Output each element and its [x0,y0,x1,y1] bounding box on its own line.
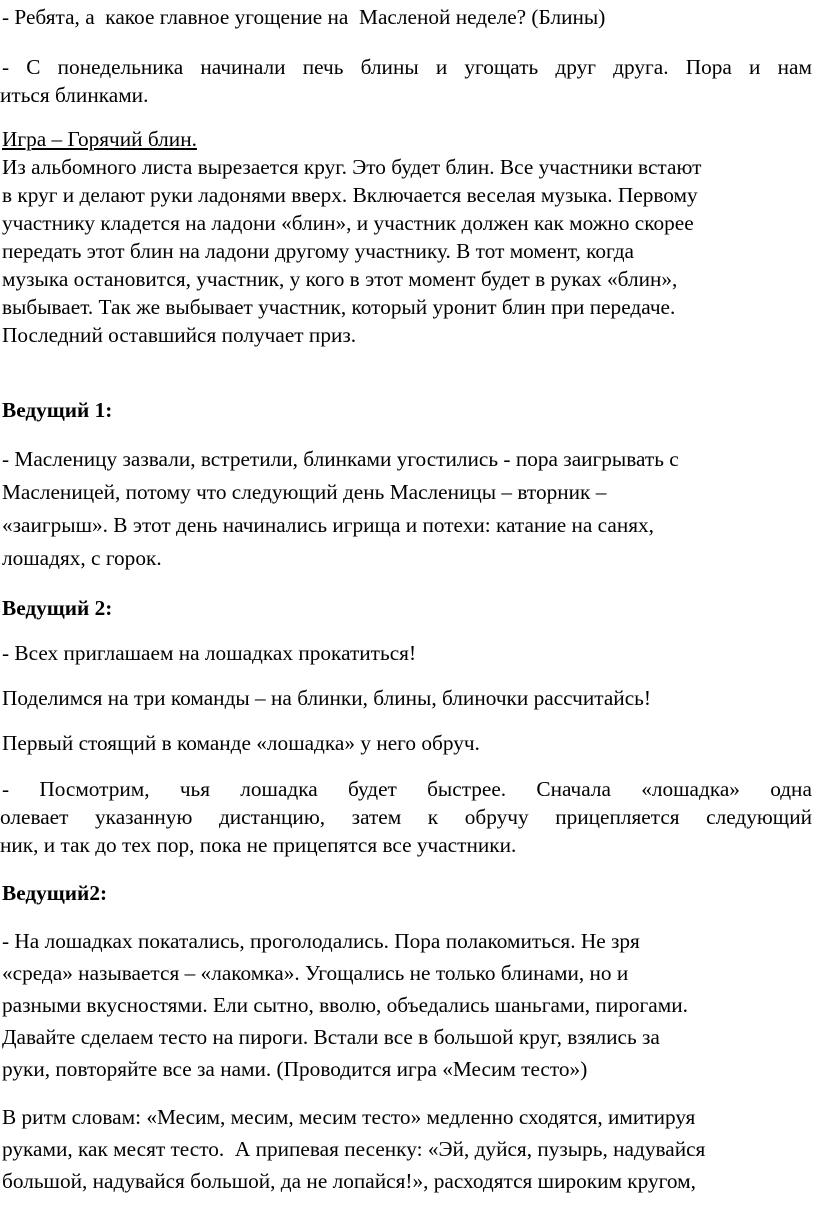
word: дистанцию, [218,805,326,829]
game-line-7: Последний оставшийся получает приз. [2,323,357,347]
final-line-1: В ритм словам: «Месим, месим, месим тесто» медленно сходятся, имитируя [2,1105,696,1129]
answer-line-2: иться блинками. [0,83,149,107]
host2-line-3: Первый стоящий в команде «лошадка» у него обруч. [2,731,480,755]
host3-line-4: Давайте сделаем тесто на пироги. Встали все в большой круг, взялись за [2,1025,660,1049]
game-title: Игра – Горячий блин. [2,127,197,151]
final-line-3: большой, надувайся большой, да не лопайся!», расходятся широким кругом, [2,1169,696,1193]
word: затем [351,805,402,829]
host2-race-line-3: ник, и так до тех пор, пока не прицепятся все участники. [0,833,517,857]
word: одна [770,777,812,801]
host1-line-3: «заигрыш». В этот день начинались игрища и потехи: катание на санях, [2,513,654,537]
word: понедельника [57,55,184,79]
host2-race-line-2 [0,802,812,832]
word: олевает [0,805,69,829]
word: следующий [706,805,812,829]
host1-line-1: - Масленицу зазвали, встретили, блинками угостились - пора заигрывать с [2,447,679,471]
host1-line-2: Масленицей, потому что следующий день Масленицы – вторник – [2,480,607,504]
host3-label: Ведущий2: [2,881,108,905]
word: указанную [95,805,193,829]
word: будет [347,777,397,801]
word: и [435,55,448,79]
word: друга. [613,55,669,79]
word: - [2,55,10,79]
word: и [749,55,761,79]
game-line-2: в круг и делают руки ладонями вверх. Включается веселая музыка. Первому [2,183,698,207]
host3-line-3: разными вкусностями. Ели сытно, вволю, объедались шаньгами, пирогами. [2,993,688,1017]
word: прицепляется [555,805,680,829]
host1-label: Ведущий 1: [2,398,113,422]
word: Посмотрим, [39,777,150,801]
host3-line-5: руки, повторяйте все за нами. (Проводится игра «Месим тесто») [2,1057,588,1081]
word: - [2,777,10,801]
word: Сначала [536,777,611,801]
word: начинали [200,55,286,79]
host2-line-1: - Всех приглашаем на лошадках прокатиться! [2,641,417,665]
answer-line-1 [2,52,812,82]
game-line-4: передать этот блин на ладони другому участнику. В тот момент, когда [2,239,634,263]
game-line-6: выбывает. Так же выбывает участник, который уронит блин при передаче. [2,295,676,319]
word: чья [179,777,211,801]
word: лошадка [240,777,318,801]
word: «лошадка» [641,777,740,801]
word: к [427,805,439,829]
host3-line-2: «среда» называется – «лакомка». Угощались не только блинами, но и [2,961,629,985]
game-line-5: музыка остановится, участник, у кого в этот момент будет в руках «блин», [2,267,678,291]
host2-label: Ведущий 2: [2,596,113,620]
word: обручу [464,805,529,829]
host3-line-1: - На лошадках покатались, проголодались. Пора полакомиться. Не зря [2,929,640,953]
word: С [26,55,41,79]
word: печь [302,55,344,79]
word: Пора [685,55,732,79]
word: друг [555,55,596,79]
word: блины [360,55,419,79]
word: быстрее. [427,777,507,801]
final-line-2: руками, как месят тесто. А припевая песенку: «Эй, дуйся, пузырь, надувайся [2,1137,706,1161]
host2-race-line-1 [2,774,812,804]
word: угощать [464,55,539,79]
host1-line-4: лошадях, с горок. [2,546,162,570]
question-line: - Ребята, а какое главное угощение на Масленой неделе? (Блины) [2,5,606,29]
game-line-3: участнику кладется на ладони «блин», и участник должен как можно скорее [2,211,694,235]
word: нам [777,55,812,79]
host2-line-2: Поделимся на три команды – на блинки, блины, блиночки рассчитайсь! [2,686,651,710]
game-line-1: Из альбомного листа вырезается круг. Это будет блин. Все участники встают [2,155,702,179]
